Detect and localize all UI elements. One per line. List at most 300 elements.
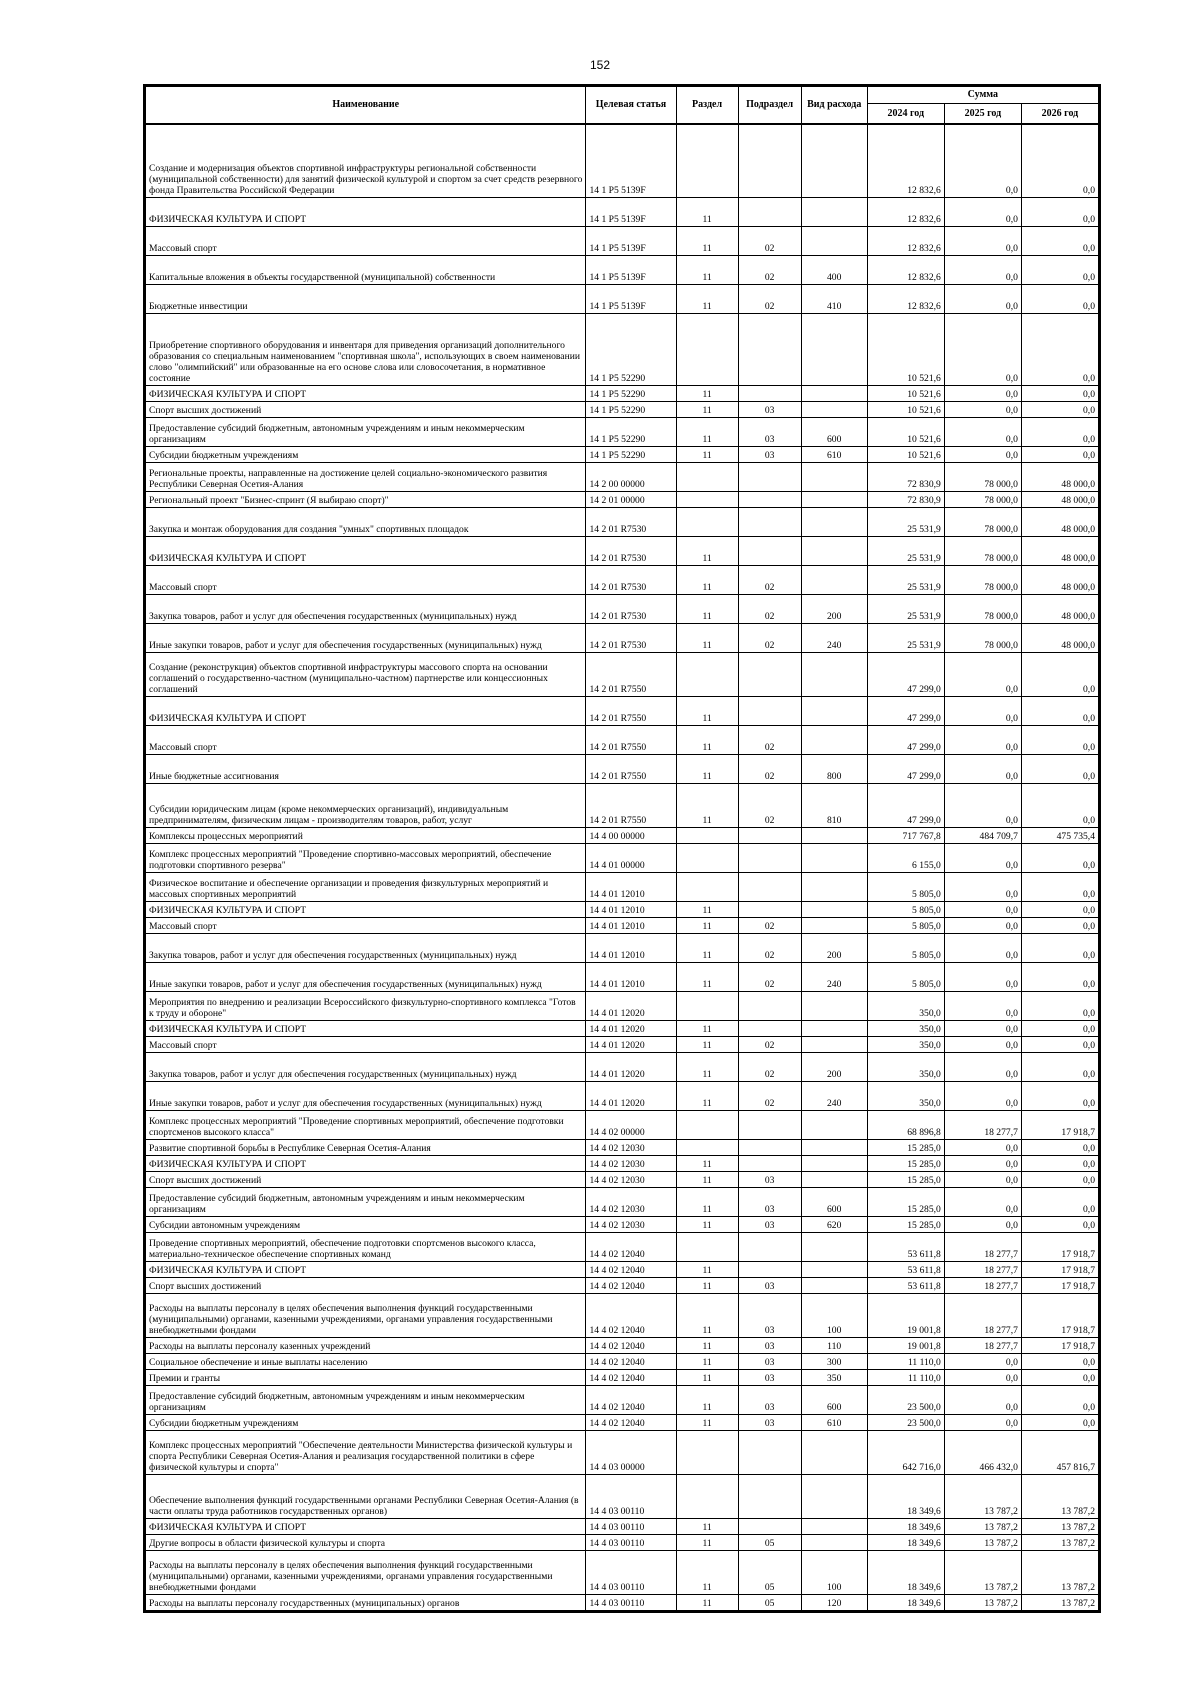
- cell-sum-2024: 53 611,8: [867, 1233, 944, 1262]
- cell-sum-2025: 0,0: [944, 963, 1021, 992]
- cell-expense-type: [801, 1475, 867, 1519]
- cell-subsection: 02: [738, 595, 801, 624]
- cell-sum-2025: 0,0: [944, 1217, 1021, 1233]
- cell-name: Массовый спорт: [146, 1037, 586, 1053]
- cell-sum-2024: 10 521,6: [867, 386, 944, 402]
- cell-name: Создание и модернизация объектов спортивной инфраструктуры региональной собственности (муниципальной собственности) для занятий физической культурой и спортом за счет средств резервного фонда Правительства Российской Федерации: [146, 124, 586, 198]
- cell-expense-type: 240: [801, 1082, 867, 1111]
- cell-expense-type: 120: [801, 1595, 867, 1611]
- cell-section: 11: [676, 566, 738, 595]
- table-row: [146, 508, 1099, 537]
- cell-expense-type: 600: [801, 418, 867, 447]
- cell-name: Комплекс процессных мероприятий "Обеспечение деятельности Министерства физической культуры и спорта Республики Северная Осетия-Алания и реализация государственной политики в сфере физической культуры и спорта": [146, 1431, 586, 1475]
- table-row: [146, 537, 1099, 566]
- cell-name: Бюджетные инвестиции: [146, 285, 586, 314]
- cell-subsection: [738, 1475, 801, 1519]
- cell-subsection: [738, 1021, 801, 1037]
- cell-expense-type: 620: [801, 1217, 867, 1233]
- cell-sum-2024: 18 349,6: [867, 1519, 944, 1535]
- cell-sum-2026: 0,0: [1021, 402, 1098, 418]
- cell-expense-type: [801, 1519, 867, 1535]
- cell-section: 11: [676, 386, 738, 402]
- cell-name: ФИЗИЧЕСКАЯ КУЛЬТУРА И СПОРТ: [146, 1262, 586, 1278]
- cell-sum-2025: 78 000,0: [944, 508, 1021, 537]
- header-sum: Сумма: [867, 87, 1098, 104]
- table-row: [146, 1431, 1099, 1475]
- cell-section: 11: [676, 1156, 738, 1172]
- cell-sum-2024: 642 716,0: [867, 1431, 944, 1475]
- cell-subsection: [738, 1233, 801, 1262]
- cell-section: 11: [676, 1535, 738, 1551]
- cell-target: 14 1 P5 5139F: [586, 285, 676, 314]
- cell-expense-type: [801, 124, 867, 198]
- cell-target: 14 4 03 00110: [586, 1535, 676, 1551]
- cell-name: Спорт высших достижений: [146, 402, 586, 418]
- cell-section: 11: [676, 1021, 738, 1037]
- cell-expense-type: 200: [801, 934, 867, 963]
- cell-sum-2025: 0,0: [944, 285, 1021, 314]
- table-row: [146, 1294, 1099, 1338]
- table-row: [146, 1140, 1099, 1156]
- table-row: [146, 1595, 1099, 1611]
- cell-target: 14 4 03 00110: [586, 1595, 676, 1611]
- cell-sum-2025: 0,0: [944, 314, 1021, 386]
- cell-subsection: 02: [738, 285, 801, 314]
- cell-section: [676, 653, 738, 697]
- cell-sum-2024: 12 832,6: [867, 285, 944, 314]
- table-row: [146, 1338, 1099, 1354]
- cell-sum-2024: 18 349,6: [867, 1551, 944, 1595]
- cell-subsection: 03: [738, 1338, 801, 1354]
- cell-expense-type: 800: [801, 755, 867, 784]
- cell-section: 11: [676, 963, 738, 992]
- cell-target: 14 4 02 00000: [586, 1111, 676, 1140]
- cell-name: Массовый спорт: [146, 918, 586, 934]
- cell-sum-2024: 47 299,0: [867, 726, 944, 755]
- table-row: [146, 1519, 1099, 1535]
- table-header: [146, 87, 1099, 124]
- cell-expense-type: [801, 697, 867, 726]
- cell-sum-2026: 0,0: [1021, 1156, 1098, 1172]
- cell-sum-2026: 17 918,7: [1021, 1233, 1098, 1262]
- cell-name: Иные закупки товаров, работ и услуг для обеспечения государственных (муниципальных) нужд: [146, 1082, 586, 1111]
- cell-section: 11: [676, 1217, 738, 1233]
- cell-expense-type: [801, 314, 867, 386]
- cell-sum-2026: 17 918,7: [1021, 1338, 1098, 1354]
- cell-target: 14 4 02 12040: [586, 1386, 676, 1415]
- cell-target: 14 4 01 12010: [586, 934, 676, 963]
- cell-sum-2026: 17 918,7: [1021, 1262, 1098, 1278]
- cell-sum-2026: 0,0: [1021, 844, 1098, 873]
- cell-target: 14 4 01 12020: [586, 1082, 676, 1111]
- cell-target: 14 2 01 00000: [586, 492, 676, 508]
- cell-sum-2025: 0,0: [944, 1021, 1021, 1037]
- table-row: [146, 1475, 1099, 1519]
- cell-section: 11: [676, 1082, 738, 1111]
- cell-subsection: 05: [738, 1595, 801, 1611]
- cell-name: Проведение спортивных мероприятий, обеспечение подготовки спортсменов высокого класса, материально-техническое обеспечение спортивных команд: [146, 1233, 586, 1262]
- cell-target: 14 4 02 12040: [586, 1294, 676, 1338]
- cell-expense-type: 240: [801, 963, 867, 992]
- header-target: Целевая статья: [586, 87, 676, 124]
- cell-sum-2025: 0,0: [944, 1156, 1021, 1172]
- header-year-2025: 2025 год: [944, 104, 1021, 124]
- cell-sum-2025: 0,0: [944, 992, 1021, 1021]
- cell-sum-2025: 0,0: [944, 256, 1021, 285]
- cell-subsection: 02: [738, 256, 801, 285]
- cell-sum-2025: 18 277,7: [944, 1294, 1021, 1338]
- cell-target: 14 4 01 12010: [586, 918, 676, 934]
- cell-section: 11: [676, 726, 738, 755]
- cell-sum-2025: 0,0: [944, 402, 1021, 418]
- cell-subsection: 02: [738, 963, 801, 992]
- cell-target: 14 4 02 12040: [586, 1415, 676, 1431]
- table-row: [146, 873, 1099, 902]
- cell-name: Расходы на выплаты персоналу в целях обеспечения выполнения функций государственными (муниципальными) органами, казенными учреждениями, органами управления государственными внебюджетными фондами: [146, 1294, 586, 1338]
- cell-sum-2024: 53 611,8: [867, 1262, 944, 1278]
- cell-sum-2026: 48 000,0: [1021, 537, 1098, 566]
- cell-sum-2026: 0,0: [1021, 198, 1098, 227]
- cell-name: Предоставление субсидий бюджетным, автономным учреждениям и иным некоммерческим организациям: [146, 418, 586, 447]
- cell-sum-2024: 350,0: [867, 992, 944, 1021]
- cell-name: Расходы на выплаты персоналу казенных учреждений: [146, 1338, 586, 1354]
- cell-sum-2024: 68 896,8: [867, 1111, 944, 1140]
- cell-sum-2024: 6 155,0: [867, 844, 944, 873]
- cell-subsection: [738, 844, 801, 873]
- cell-section: 11: [676, 1370, 738, 1386]
- table-row: [146, 828, 1099, 844]
- cell-expense-type: [801, 1140, 867, 1156]
- cell-subsection: 03: [738, 402, 801, 418]
- table-row: [146, 1354, 1099, 1370]
- cell-sum-2025: 13 787,2: [944, 1535, 1021, 1551]
- cell-sum-2026: 0,0: [1021, 386, 1098, 402]
- cell-sum-2025: 0,0: [944, 918, 1021, 934]
- header-section: Раздел: [676, 87, 738, 124]
- cell-name: Закупка товаров, работ и услуг для обеспечения государственных (муниципальных) нужд: [146, 934, 586, 963]
- cell-target: 14 4 01 00000: [586, 844, 676, 873]
- cell-sum-2026: 0,0: [1021, 992, 1098, 1021]
- cell-subsection: [738, 1140, 801, 1156]
- table-row: [146, 1535, 1099, 1551]
- cell-sum-2026: 0,0: [1021, 653, 1098, 697]
- cell-subsection: [738, 1111, 801, 1140]
- cell-section: 11: [676, 1294, 738, 1338]
- table-row: [146, 124, 1099, 198]
- table-row: [146, 918, 1099, 934]
- cell-sum-2025: 18 277,7: [944, 1278, 1021, 1294]
- cell-expense-type: [801, 402, 867, 418]
- cell-target: 14 1 P5 52290: [586, 402, 676, 418]
- cell-subsection: 02: [738, 726, 801, 755]
- cell-sum-2026: 48 000,0: [1021, 595, 1098, 624]
- cell-section: 11: [676, 402, 738, 418]
- header-expense-type: Вид расхода: [801, 87, 867, 124]
- cell-sum-2025: 0,0: [944, 873, 1021, 902]
- cell-sum-2024: 11 110,0: [867, 1370, 944, 1386]
- cell-target: 14 4 03 00110: [586, 1475, 676, 1519]
- cell-sum-2024: 11 110,0: [867, 1354, 944, 1370]
- cell-section: 11: [676, 1354, 738, 1370]
- cell-section: 11: [676, 447, 738, 463]
- table-body: [146, 124, 1099, 1611]
- cell-sum-2024: 12 832,6: [867, 124, 944, 198]
- cell-target: 14 4 02 12040: [586, 1354, 676, 1370]
- cell-target: 14 4 02 12030: [586, 1217, 676, 1233]
- cell-target: 14 2 01 R7530: [586, 566, 676, 595]
- cell-target: 14 1 P5 52290: [586, 447, 676, 463]
- cell-sum-2025: 0,0: [944, 198, 1021, 227]
- cell-section: [676, 1233, 738, 1262]
- cell-subsection: [738, 198, 801, 227]
- cell-sum-2024: 23 500,0: [867, 1386, 944, 1415]
- cell-sum-2026: 0,0: [1021, 934, 1098, 963]
- cell-section: 11: [676, 418, 738, 447]
- cell-sum-2025: 18 277,7: [944, 1338, 1021, 1354]
- table-row: [146, 198, 1099, 227]
- cell-sum-2024: 25 531,9: [867, 537, 944, 566]
- cell-sum-2025: 484 709,7: [944, 828, 1021, 844]
- cell-sum-2024: 12 832,6: [867, 227, 944, 256]
- table-row: [146, 1233, 1099, 1262]
- cell-sum-2024: 15 285,0: [867, 1140, 944, 1156]
- cell-expense-type: [801, 508, 867, 537]
- cell-section: 11: [676, 537, 738, 566]
- cell-subsection: 03: [738, 1217, 801, 1233]
- cell-sum-2025: 0,0: [944, 1188, 1021, 1217]
- cell-expense-type: [801, 1111, 867, 1140]
- cell-subsection: [738, 314, 801, 386]
- cell-target: 14 1 P5 52290: [586, 418, 676, 447]
- cell-sum-2025: 13 787,2: [944, 1551, 1021, 1595]
- cell-section: 11: [676, 1188, 738, 1217]
- cell-section: [676, 992, 738, 1021]
- cell-sum-2026: 17 918,7: [1021, 1294, 1098, 1338]
- cell-sum-2025: 18 277,7: [944, 1111, 1021, 1140]
- cell-sum-2025: 0,0: [944, 934, 1021, 963]
- cell-expense-type: [801, 463, 867, 492]
- cell-sum-2024: 25 531,9: [867, 624, 944, 653]
- budget-table: [145, 86, 1099, 1611]
- table-row: [146, 1551, 1099, 1595]
- cell-section: 11: [676, 1386, 738, 1415]
- cell-name: Массовый спорт: [146, 227, 586, 256]
- cell-expense-type: 610: [801, 1415, 867, 1431]
- cell-sum-2024: 15 285,0: [867, 1217, 944, 1233]
- cell-expense-type: [801, 873, 867, 902]
- cell-sum-2025: 18 277,7: [944, 1233, 1021, 1262]
- cell-expense-type: [801, 1156, 867, 1172]
- cell-sum-2026: 48 000,0: [1021, 624, 1098, 653]
- cell-name: Иные закупки товаров, работ и услуг для обеспечения государственных (муниципальных) нужд: [146, 963, 586, 992]
- cell-sum-2024: 12 832,6: [867, 198, 944, 227]
- cell-sum-2024: 25 531,9: [867, 566, 944, 595]
- header-year-2026: 2026 год: [1021, 104, 1098, 124]
- cell-sum-2025: 0,0: [944, 902, 1021, 918]
- table-row: [146, 1037, 1099, 1053]
- cell-sum-2024: 350,0: [867, 1021, 944, 1037]
- cell-target: 14 4 02 12040: [586, 1370, 676, 1386]
- cell-name: Спорт высших достижений: [146, 1172, 586, 1188]
- cell-section: 11: [676, 1278, 738, 1294]
- cell-name: ФИЗИЧЕСКАЯ КУЛЬТУРА И СПОРТ: [146, 697, 586, 726]
- cell-sum-2026: 13 787,2: [1021, 1519, 1098, 1535]
- cell-sum-2026: 0,0: [1021, 1172, 1098, 1188]
- cell-sum-2025: 0,0: [944, 447, 1021, 463]
- cell-sum-2026: 48 000,0: [1021, 492, 1098, 508]
- cell-target: 14 4 02 12040: [586, 1233, 676, 1262]
- cell-sum-2026: 0,0: [1021, 1140, 1098, 1156]
- cell-name: Обеспечение выполнения функций государственными органами Республики Северная Осетия-Алания (в части оплаты труда работников государственных органов): [146, 1475, 586, 1519]
- table-row: [146, 1082, 1099, 1111]
- cell-expense-type: [801, 1233, 867, 1262]
- cell-expense-type: [801, 828, 867, 844]
- table-row: [146, 653, 1099, 697]
- cell-subsection: 02: [738, 227, 801, 256]
- cell-sum-2025: 0,0: [944, 386, 1021, 402]
- cell-subsection: 03: [738, 1188, 801, 1217]
- cell-sum-2026: 457 816,7: [1021, 1431, 1098, 1475]
- cell-subsection: 05: [738, 1551, 801, 1595]
- table-row: [146, 1172, 1099, 1188]
- cell-name: ФИЗИЧЕСКАЯ КУЛЬТУРА И СПОРТ: [146, 902, 586, 918]
- cell-target: 14 4 02 12030: [586, 1172, 676, 1188]
- cell-expense-type: [801, 1278, 867, 1294]
- cell-subsection: [738, 463, 801, 492]
- cell-target: 14 4 01 12010: [586, 873, 676, 902]
- cell-sum-2026: 0,0: [1021, 1354, 1098, 1370]
- cell-target: 14 4 03 00000: [586, 1431, 676, 1475]
- cell-sum-2024: 23 500,0: [867, 1415, 944, 1431]
- cell-sum-2024: 19 001,8: [867, 1294, 944, 1338]
- cell-section: 11: [676, 198, 738, 227]
- cell-sum-2026: 48 000,0: [1021, 508, 1098, 537]
- cell-sum-2024: 5 805,0: [867, 963, 944, 992]
- table-row: [146, 755, 1099, 784]
- cell-sum-2026: 0,0: [1021, 227, 1098, 256]
- cell-section: 11: [676, 285, 738, 314]
- cell-sum-2024: 18 349,6: [867, 1535, 944, 1551]
- cell-sum-2026: 0,0: [1021, 1415, 1098, 1431]
- cell-sum-2024: 5 805,0: [867, 934, 944, 963]
- cell-sum-2025: 13 787,2: [944, 1519, 1021, 1535]
- table-row: [146, 1217, 1099, 1233]
- cell-sum-2026: 0,0: [1021, 873, 1098, 902]
- cell-name: Региональный проект "Бизнес-спринт (Я выбираю спорт)": [146, 492, 586, 508]
- cell-sum-2024: 15 285,0: [867, 1188, 944, 1217]
- cell-sum-2024: 19 001,8: [867, 1338, 944, 1354]
- cell-section: 11: [676, 1519, 738, 1535]
- cell-section: 11: [676, 934, 738, 963]
- cell-name: Комплексы процессных мероприятий: [146, 828, 586, 844]
- cell-name: Развитие спортивной борьбы в Республике Северная Осетия-Алания: [146, 1140, 586, 1156]
- cell-expense-type: [801, 386, 867, 402]
- cell-expense-type: [801, 1172, 867, 1188]
- cell-sum-2025: 0,0: [944, 844, 1021, 873]
- cell-subsection: [738, 1431, 801, 1475]
- cell-section: 11: [676, 918, 738, 934]
- cell-sum-2024: 717 767,8: [867, 828, 944, 844]
- cell-subsection: [738, 1519, 801, 1535]
- cell-sum-2026: 0,0: [1021, 418, 1098, 447]
- cell-expense-type: [801, 844, 867, 873]
- cell-section: [676, 1431, 738, 1475]
- cell-sum-2025: 78 000,0: [944, 537, 1021, 566]
- cell-expense-type: [801, 726, 867, 755]
- cell-sum-2025: 0,0: [944, 1354, 1021, 1370]
- cell-expense-type: [801, 653, 867, 697]
- cell-target: 14 4 01 12020: [586, 1037, 676, 1053]
- cell-sum-2026: 0,0: [1021, 1188, 1098, 1217]
- cell-sum-2025: 13 787,2: [944, 1475, 1021, 1519]
- cell-subsection: 03: [738, 1415, 801, 1431]
- cell-expense-type: [801, 1262, 867, 1278]
- cell-expense-type: 350: [801, 1370, 867, 1386]
- cell-section: 11: [676, 1172, 738, 1188]
- cell-sum-2024: 10 521,6: [867, 402, 944, 418]
- header-name: Наименование: [146, 87, 586, 124]
- cell-sum-2024: 5 805,0: [867, 873, 944, 902]
- cell-subsection: [738, 492, 801, 508]
- cell-target: 14 2 00 00000: [586, 463, 676, 492]
- cell-target: 14 4 02 12040: [586, 1278, 676, 1294]
- cell-subsection: 03: [738, 447, 801, 463]
- cell-sum-2025: 78 000,0: [944, 566, 1021, 595]
- table-row: [146, 402, 1099, 418]
- cell-section: 11: [676, 1262, 738, 1278]
- cell-sum-2024: 47 299,0: [867, 755, 944, 784]
- cell-name: Создание (реконструкция) объектов спортивной инфраструктуры массового спорта на основании соглашений о государственно-частном (муниципально-частном) партнерстве или концессионных соглашений: [146, 653, 586, 697]
- cell-subsection: [738, 1262, 801, 1278]
- cell-subsection: [738, 508, 801, 537]
- cell-name: Комплекс процессных мероприятий "Проведение спортивно-массовых мероприятий, обеспечение подготовки спортивного резерва": [146, 844, 586, 873]
- cell-name: Расходы на выплаты персоналу в целях обеспечения выполнения функций государственными (муниципальными) органами, казенными учреждениями, органами управления государственными внебюджетными фондами: [146, 1551, 586, 1595]
- table-row: [146, 1111, 1099, 1140]
- cell-sum-2025: 0,0: [944, 124, 1021, 198]
- cell-subsection: 03: [738, 1278, 801, 1294]
- cell-sum-2026: 0,0: [1021, 902, 1098, 918]
- cell-target: 14 2 01 R7550: [586, 726, 676, 755]
- table-row: [146, 1053, 1099, 1082]
- table-row: [146, 285, 1099, 314]
- cell-name: Социальное обеспечение и иные выплаты населению: [146, 1354, 586, 1370]
- cell-name: Приобретение спортивного оборудования и инвентаря для приведения организаций дополнительного образования со специальным наименованием "спортивная школа", использующих в своем наименовании слово "олимпийский" или образованные на его основе слова или словосочетания, в нормативное состояние: [146, 314, 586, 386]
- cell-section: 11: [676, 256, 738, 285]
- cell-expense-type: [801, 918, 867, 934]
- cell-sum-2025: 0,0: [944, 1415, 1021, 1431]
- cell-target: 14 1 P5 5139F: [586, 227, 676, 256]
- cell-subsection: [738, 828, 801, 844]
- cell-sum-2025: 0,0: [944, 1037, 1021, 1053]
- table-row: [146, 1156, 1099, 1172]
- cell-sum-2025: 0,0: [944, 418, 1021, 447]
- cell-sum-2025: 466 432,0: [944, 1431, 1021, 1475]
- cell-sum-2024: 47 299,0: [867, 784, 944, 828]
- cell-sum-2026: 0,0: [1021, 124, 1098, 198]
- cell-name: Субсидии бюджетным учреждениям: [146, 1415, 586, 1431]
- cell-sum-2024: 53 611,8: [867, 1278, 944, 1294]
- cell-target: 14 2 01 R7550: [586, 784, 676, 828]
- cell-sum-2024: 350,0: [867, 1082, 944, 1111]
- cell-name: Массовый спорт: [146, 566, 586, 595]
- cell-target: 14 4 02 12030: [586, 1140, 676, 1156]
- cell-sum-2026: 0,0: [1021, 314, 1098, 386]
- cell-subsection: [738, 873, 801, 902]
- table-row: [146, 934, 1099, 963]
- cell-name: Мероприятия по внедрению и реализации Всероссийского физкультурно-спортивного комплекса "Готов к труду и обороне": [146, 992, 586, 1021]
- cell-expense-type: [801, 992, 867, 1021]
- cell-name: Иные закупки товаров, работ и услуг для обеспечения государственных (муниципальных) нужд: [146, 624, 586, 653]
